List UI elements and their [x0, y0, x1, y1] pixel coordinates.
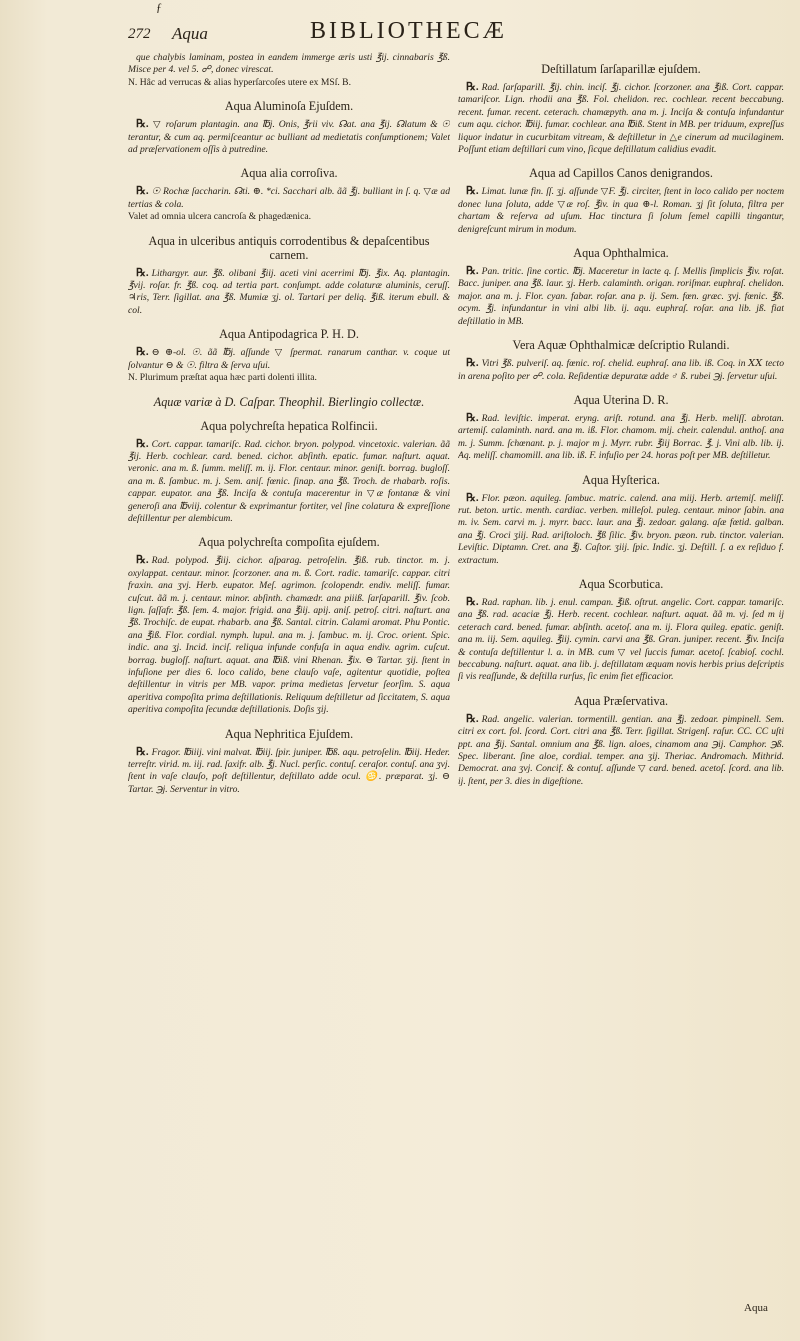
paragraph-body: Rad. leviſtic. imperat. eryng. ariſt. rotund. ana ℥j. Herb. meliſſ. abrotan. artemiſ. calaminth. nard. ana m. iß. Flor. chamom. mij. cheir. calendul. anthoſ. ana m. j. Summ. ſchœnant. p. j. major m j. Myrr. rubr. ℥iij Borrac. ℥. j. Vini alb. lib. ij. Aq. meliſſ. chamomill. ana lib. iß. F. infuſio per 24. horas poſt per MB. deſtilletur.: [458, 412, 784, 462]
running-head-word: Aqua: [172, 24, 208, 43]
paragraph-body: ▽ roſarum plantagin. ana ℔j. Onis, ℥rii viv. ☊at. ana ℥ij. ☊latum & ☉ terantur, & cum aq. permiſceantur ac bulliant ad medietatis conſumptionem; Valet ad præſervationem oſſis à putredine.: [128, 119, 450, 156]
recipe-text: [458, 492, 784, 567]
recipe-text: [458, 596, 784, 684]
recipe-symbol-icon: ℞.: [136, 554, 149, 567]
recipe-text: [458, 185, 784, 236]
paragraph-body: Fragor. ℔iiij. vini malvat. ℔iij. ſpir. juniper. ℔ß. aqu. petroſelin. ℔iij. Heder. terreſtr. virid. m. iij. rad. ſaxifr. alb. ℥j. Nucl. perſic. contuſ. ceraſor. contuſ. ana ʒvj. ſtent in vaſe clauſo, poſt deſtillentur, deſtillato adde ocul. ♋. præparat. ʒj. ⊖ Tartar. ℈j. Serventur in vitro.: [128, 746, 450, 795]
paragraph-body: Lithargyr. aur. ℥ß. olibani ℥iij. aceti vini acerrimi ℔j. ℥ix. Aq. plantagin. ℥vij. roſar. fr. ℥ß. coq. ad tertia part. conſumpt. adde colaturæ aluminis, ceruſſ. ♃ris, Terr. ſigillat. ana ℥ß. Mumiæ ʒj. ol. Tartari per deliq. ℥iß. iterum ebull. & col.: [128, 267, 450, 316]
recipe-symbol-icon: ℞.: [136, 118, 149, 131]
recipe-symbol-icon: ℞.: [466, 81, 479, 93]
recipe-heading: Aqua Scorbutica.: [578, 576, 664, 591]
paragraph-body: ☉ Rochæ ſaccharin. ☊ti. ⊕. *ci. Sacchari alb. ãã ℥j. bulliant in ſ. q. ▽æ ad tertias & cola.: [128, 186, 450, 210]
recipe-symbol-icon: ℞.: [466, 595, 479, 608]
recipe-heading: Aqua Nephritica Ejuſdem.: [224, 726, 354, 741]
recipe-symbol-icon: ℞.: [136, 185, 149, 198]
recipe-heading: Vera Aquæ Ophthalmicæ deſcriptio Rulandi.: [512, 338, 730, 353]
recipe-text: [128, 554, 450, 716]
recipe-heading: Aqua polychreſta hepatica Rolfincii.: [200, 418, 378, 433]
paragraph-body: que chalybis laminam, postea in eandem immerge æris usti ℥ij. cinnabaris ℥ß. Misce per 4. vel 5. ☍, donec virescat.: [128, 52, 450, 76]
recipe-symbol-icon: ℞.: [466, 411, 479, 424]
paragraph-body: Vitri ℥ß. pulveriſ. aq. fœnic. roſ. chelid. euphraſ. ana lib. iß. Coq. in ⅩⅩ tecto in arena poſito per ☍. cola. Reſidentiæ depuratæ adde ♂ ß. rubei ℈j. ſervetur uſui.: [458, 358, 784, 382]
recipe-symbol-icon: ℞.: [466, 357, 479, 370]
paragraph-body: Cort. cappar. tamariſc. Rad. cichor. bryon. polypod. vincetoxic. valerian. ãã ℥ij. Herb. cochlear. card. bened. cichor. abſinth. epatic. fumar. naſturt. aquat. veronic. ana m. ß. ſumm. meliſſ. m. ij. Flor. centaur. minor. geniſt. borrag. bugloſſ. ana m. ß. ſambuc. m. j. Sem. aniſ. fœnic. ſinap. ana ℥ß. Troch. de rhabarb. roſis. cappar. eupator. ana ℥ß. Inciſa & contuſa macerentur in ▽æ fontanæ & vini generoſi ana ℔viij. colentur & exprimantur fortiter, vel ſine colatura & expreſſione deſtillentur per alembicum.: [128, 438, 450, 524]
recipe-symbol-icon: ℞.: [466, 185, 479, 198]
paragraph-body: Flor. pæon. aquileg. ſambuc. matric. calend. ana miij. Herb. artemiſ. meliſſ. rut. beton. urtic. menth. cardiac. verben. milleſol. puleg. centaur. minor ſabin. ana m. iv. Sem. carvi m. j. myrr. bacc. laur. ana ℥j. zedoar. galang. aſæ fœtid. galban. ana ℥j. Croci ʒiij. Rad. ariſtoloch. ℥ß ſilic. ℥iv. bryon. pæon. rub. tinctor. valerian. Leviſtic. Diptamn. Cret. ana ℥j. Caſtor. ʒiij. ſpic. Indic. ʒj. Deſtill. ſ. a ex reſiduo f. extractum.: [458, 492, 784, 566]
recipe-heading: Aqua Hyſterica.: [582, 472, 660, 487]
recipe-text: [128, 746, 450, 797]
paragraph-body: ⊖ ⊕-ol. ☉. ãã ℔j. aſſunde ▽ ſpermat. ranarum canthar. v. coque ut ſolvantur ⊖ & ☉. filtra & ſerva uſui.: [128, 347, 450, 371]
note-text: [128, 77, 450, 89]
recipe-heading: Deſtillatum ſarſaparillæ ejuſdem.: [541, 62, 701, 76]
recipe-symbol-icon: ℞.: [136, 266, 149, 279]
page-number: 272: [128, 26, 151, 42]
recipe-heading: Aqua polychreſta compoſita ejuſdem.: [198, 535, 380, 550]
recipe-symbol-icon: ℞.: [136, 346, 149, 359]
recipe-symbol-icon: ℞.: [136, 437, 149, 450]
recipe-symbol-icon: ℞.: [466, 265, 479, 278]
paragraph-body: Rad. angelic. valerian. tormentill. gentian. ana ℥j. zedoar. pimpinell. Sem. citri ex cort. fol. ſcord. Cort. citri ana ℥ß. Terr. ſigillat. Strigenſ. raſur. CC. CC uſti ppt. ana ℥ij. Santal. omnium ana ℥ß. lign. aloes, cinamom ana ℈ij. Camphor. ℈ß. Spec. liberant. ſine aloe, cordial. temper. ana ʒij. Theriac. Andromach. Mithrid. Democrat. ana ʒvj. Concif. & contuſ. aſſunde ▽ card. bened. acetoſ. ſcord. ana lib. ij. ſtent, per 3. dies in digeſtione.: [458, 713, 784, 787]
page-header: [0, 18, 800, 52]
recipe-text: [458, 713, 784, 788]
recipe-text: [128, 52, 450, 77]
recipe-heading: Aqua Præſervativa.: [573, 693, 669, 708]
recipe-heading: Aqua ad Capillos Canos denigrandos.: [529, 166, 713, 181]
recipe-text: [458, 412, 784, 463]
recipe-text: [128, 346, 450, 372]
recipe-symbol-icon: ℞.: [466, 491, 479, 504]
paragraph-body: Rad. polypod. ℥iij. cichor. aſparag. petroſelin. ℥iß. rub. tinctor. m. j. oxylappat. centaur. minor. ſcorzoner. ana m. ß. Cort. radic. tamariſc. cappar. citri fraxin. ana ʒvj. Herb. eupator. Meſ. agrimon. ſcolopendr. endiv. meliſſ. fumar. cuſcut. ãã m. j. centaur. minor. abſinth. chamædr. ana piiiß. ſarſaparill. ℥iv. ſcob. lign. ſaſſafr. ℥ß. ſem. 4. major. frigid. ana ℥iij. apij. aniſ. petroſ. citri. naſturt. ana ℥ß. Trochiſc. de eupat. rhabarb. ana ℥ß. Santal. citrin. Calami aromat. Phu Pontic. ana ℥iß. Flor. cordial. nymph. lupul. ana m. j. ſambuc. m. ij. Croc. orient. Spic. indic. ana ʒj. Incid. inciſ. reliqua infunde confuſa in aqua endiv. agrim. cuſcut. borrag. bugloſſ. naſturt. aquat. ana ℔iß. vini Rhenan. ℥ix. ⊖ Tartar. ʒij. ſtent in infuſione per dies 6. loco calido, bene clauſo vaſe, agitentur quotidie, poſtea deſtillentur in vitris per MB. vapor. prima medietas ſervetur ſeorſim. S. aqua aperitiva compoſita prima deſtillationis. Reliquum deſtilletur ad ſiccitatem, S. aqua aperitiva compoſita ſecundæ deſtillationis. Doſis ʒij.: [128, 555, 450, 716]
running-head-title: BIBLIOTHECÆ: [310, 18, 507, 44]
paragraph-body: Pan. tritic. ſine cortic. ℔j. Maceretur in lacte q. ſ. Mellis ſimplicis ℥iv. roſat. Bacc. juniper. ana ℥ß. laur. ʒj. Herb. calaminth. origan. roriſmar. euphraſ. chelidon. major. ana m. j. Flor. cyan. fabar. roſar. ana p. ij. Sem. fœn. græc. ʒvj. fœnic. ℥ß. ocym. ℥j. infundantur in vini albi lib. ij. aqu. euphraſ. roſar. ana lib. jß. fiat deſtillatio in MB.: [458, 266, 784, 327]
recipe-text: [458, 265, 784, 328]
recipe-heading: Aqua Uterina D. R.: [573, 392, 669, 407]
recipe-heading: Aqua Aluminoſa Ejuſdem.: [224, 99, 354, 114]
recipe-text: [458, 81, 784, 156]
recipe-heading: Aquæ variæ à D. Caſpar. Theophil. Bierlingio collectæ.: [153, 394, 425, 409]
recipe-heading: Aqua in ulceribus antiquis corrodentibus & depaſcentibus carnem.: [148, 233, 430, 262]
recipe-heading: Aqua Antipodagrica P. H. D.: [219, 327, 359, 342]
recipe-heading: Aqua alia corroſiva.: [240, 166, 338, 181]
paragraph-body: N. Plurimum præſtat aqua hæc parti dolenti illita.: [128, 372, 317, 384]
recipe-text: [128, 267, 450, 318]
recipe-heading: Aqua Ophthalmica.: [573, 246, 669, 261]
recipe-text: [458, 357, 784, 383]
left-column: [128, 52, 450, 1302]
note-text: [128, 211, 450, 223]
catchword: Aqua: [744, 1302, 768, 1314]
recipe-text: [128, 438, 450, 526]
note-text: [128, 372, 450, 384]
paragraph-body: Valet ad omnia ulcera cancroſa & phagedænica.: [128, 211, 311, 223]
recipe-symbol-icon: ℞.: [136, 745, 149, 758]
corner-mark: ƒ: [156, 0, 162, 14]
recipe-text: [128, 118, 450, 156]
paragraph-body: Limat. lunæ fin. ſſ. ʒj. aſſunde ▽F. ℥j. circiter, ſtent in loco calido per noctem donec luna ſoluta, adde ▽æ roſ. ℥iv. in qua ⊕-l. Roman. ʒj ſit ſoluta, filtra per chartam & reſerva ad uſum. Hac tinctura ſi ſolum ſemel capilli tingantur, denigreſcunt mirum in modum.: [458, 186, 784, 235]
paragraph-body: N. Hâc ad verrucas & alias hyperſarcoſes utere ex MSſ. B.: [128, 76, 351, 88]
recipe-text: [128, 185, 450, 211]
recipe-symbol-icon: ℞.: [466, 712, 479, 725]
paragraph-body: Rad. ſarſaparill. ℥ij. chin. inciſ. ℥j. cichor. ſcorzoner. ana ℥iß. Cort. cappar. tamariſcor. Lign. rhodii ana ℥ß. Fol. chelidon. rec. cochlear. recent beccabung. recent. fumar. recent. ceterach. chamæpyth. ana m. j. Inciſa & contuſa infundantur cum aqu. cichor. ℔iij. fumar. cochlear. ana ℔iß. Stent in MB. per triduum, expreſſus liquor indatur in cucurbitam vitream, & deſtilletur in △e cinerum ad mucilaginem. Poſſunt etiam deſtillari cum vino, ſicque deſtillatum calidius evadit.: [458, 82, 784, 156]
paragraph-body: Rad. raphan. lib. j. enul. campan. ℥iß. oſtrut. angelic. Cort. cappar. tamariſc. ana ℥ß. rad. acaciæ ℥j. Herb. recent. cochlear. naſturt. aquat. ãã m. vj. ſed m ij ceterach card. bened. fumar. abſinth. acetoſ. ana m. ij. Flora quileg. epatic. geniſt. ana m. iij. Sem. aquileg. ℥iij. cymin. carvi ana ℥ß. Gran. juniper. recent. ℥iv. Inciſa & contuſa deſtillentur l. a. in MB. cum ▽ vel ſuccis fumar. acetoſ. ſcabioſ. cochl. beccabung. naſturt. aquat. ana lib. j. deſtillatam æquam novis herbis prius deſcriptis ſi vis reaſſunde, & deſtilla rurſus, ſic enim fiet efficacior.: [458, 596, 784, 683]
right-column: [458, 52, 784, 1302]
